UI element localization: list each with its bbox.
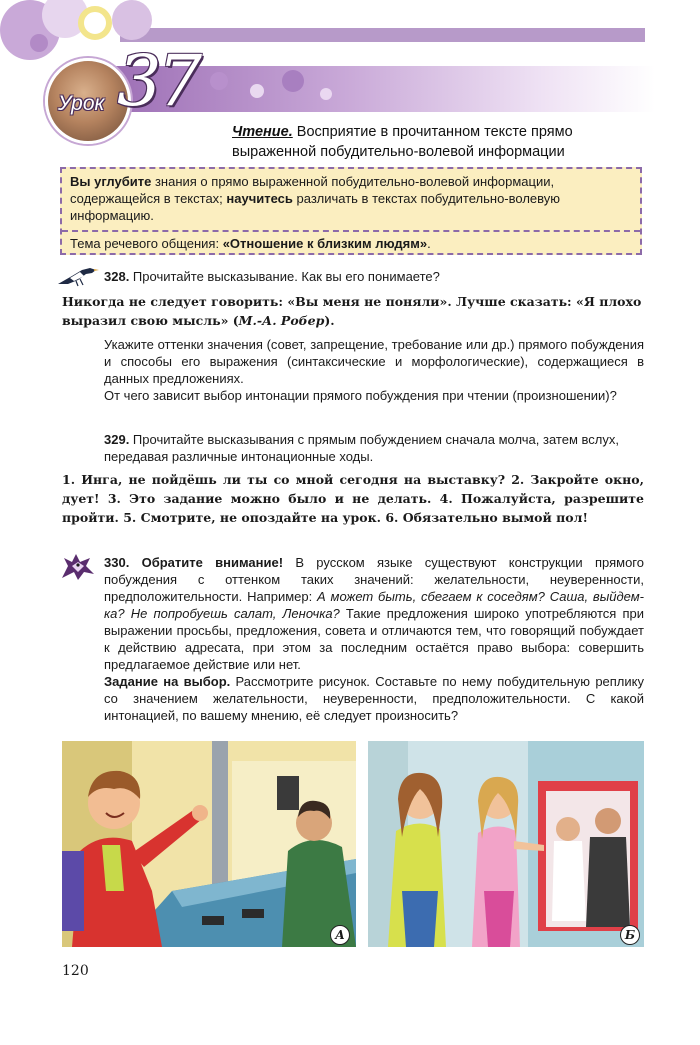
exercise-number: 329. (104, 432, 130, 447)
goal-text (70, 173, 636, 224)
decor-bubble (320, 88, 332, 100)
body-text: Такие предложения широко употребляются при выражении просьбы, предложения, совета и отличаются тем, что говорящий побуждает к действию адресата, при этом за последним остаётся право выбора: совершить предлагаемое действие или нет. (104, 606, 644, 672)
heading-keyword: Чтение. (232, 124, 293, 140)
topic-value: «Отношение к близким людям» (222, 236, 428, 251)
lesson-heading (232, 122, 652, 162)
quote-author: М.-А. Робер (238, 313, 325, 328)
exercise-330-text (104, 554, 644, 673)
task-paragraph: Укажите оттенки значения (совет, запрещение, требование или др.) прямого побуждения и способы его выражения (синтаксические и морфологические), содержащиеся в данных предложениях. (104, 337, 644, 386)
deepen-text: знания о прямо выраженной побудительно-волевой информации, содержащейся в текстах; (70, 174, 555, 206)
decor-bubble (78, 6, 112, 40)
quote-end: ). (324, 313, 335, 328)
exercise-329-instruction (104, 431, 644, 465)
exercise-328-task (104, 336, 644, 404)
dragon-icon (58, 552, 98, 582)
example-phrases: А может быть, сбегаем к соседям? Саша, выйдем-ка? Не попробуешь салат, Леночка? (104, 589, 645, 621)
illustration-a-drawing (62, 741, 356, 947)
instruction-text: Прочитайте высказывание. Как вы его понимаете? (129, 269, 440, 284)
lesson-label: Урок (58, 92, 105, 115)
choice-text: Рассмотрите рисунок. Составьте по нему побудительную реплику со значением желательности, неуверенности, предположительности. С какой интонацией, по вашему мнению, её следует произносить? (104, 674, 644, 723)
goal-divider (62, 230, 640, 232)
illustration-a (62, 741, 356, 947)
illustration-a-marker: А (330, 925, 350, 945)
decor-bubble (282, 70, 304, 92)
exercise-328-instruction (104, 268, 440, 285)
exercise-number: 328. (104, 269, 130, 284)
decor-bubble (112, 0, 152, 40)
topic-line (70, 236, 431, 251)
deepen-keyword: Вы углубите (70, 174, 152, 189)
exercise-328-quote (62, 292, 644, 330)
decor-bubble (30, 34, 48, 52)
illustration-b-marker: Б (620, 925, 640, 945)
quote-text: Никогда не следует говорить: «Вы меня не поняли». Лучше сказать: «Я плохо выразил свою мысль» ( (62, 294, 642, 328)
page-number: 120 (62, 963, 89, 979)
learn-keyword: научитесь (226, 191, 293, 206)
header-top-band (120, 28, 645, 42)
exercise-number: 330. (104, 555, 130, 570)
lesson-number: 37 (117, 40, 199, 122)
choice-label: Задание на выбор. (104, 674, 231, 689)
decor-bubble (210, 72, 228, 90)
exercise-329-sentences: 1. Инга, не пойдёшь ли ты со мной сегодня на выставку? 2. Закройте окно, дует! 3. Это задание можно было и не делать. 4. Пожалуйста, разрешите пройти. 5. Смотрите, не опоздайте на урок. 6. Обязательно вымой пол! (62, 472, 644, 525)
magpie-icon (56, 264, 100, 288)
learn-text: различать в текстах побудительно-волевую информацию. (70, 191, 561, 223)
task-paragraph: От чего зависит выбор интонации прямого побуждения при чтении (произношении)? (104, 388, 617, 403)
heading-text: Восприятие в прочитанном тексте прямо выраженной побудительно-волевой информации (232, 124, 573, 160)
attention-label: Обратите внимание! (129, 555, 284, 570)
body-text: В русском языке существуют конструкции прямого побуждения с оттенком таких значений: желательности, неуверенности, предположительности. Например: (104, 555, 644, 604)
topic-end: . (427, 236, 431, 251)
illustration-b-drawing (368, 741, 644, 947)
topic-label: Тема речевого общения: (70, 236, 223, 251)
choice-task (104, 673, 644, 724)
instruction-text: Прочитайте высказывания с прямым побуждением сначала молча, затем вслух, передавая различные интонационные ходы. (104, 432, 619, 464)
decor-bubble (250, 84, 264, 98)
illustration-b (368, 741, 644, 947)
